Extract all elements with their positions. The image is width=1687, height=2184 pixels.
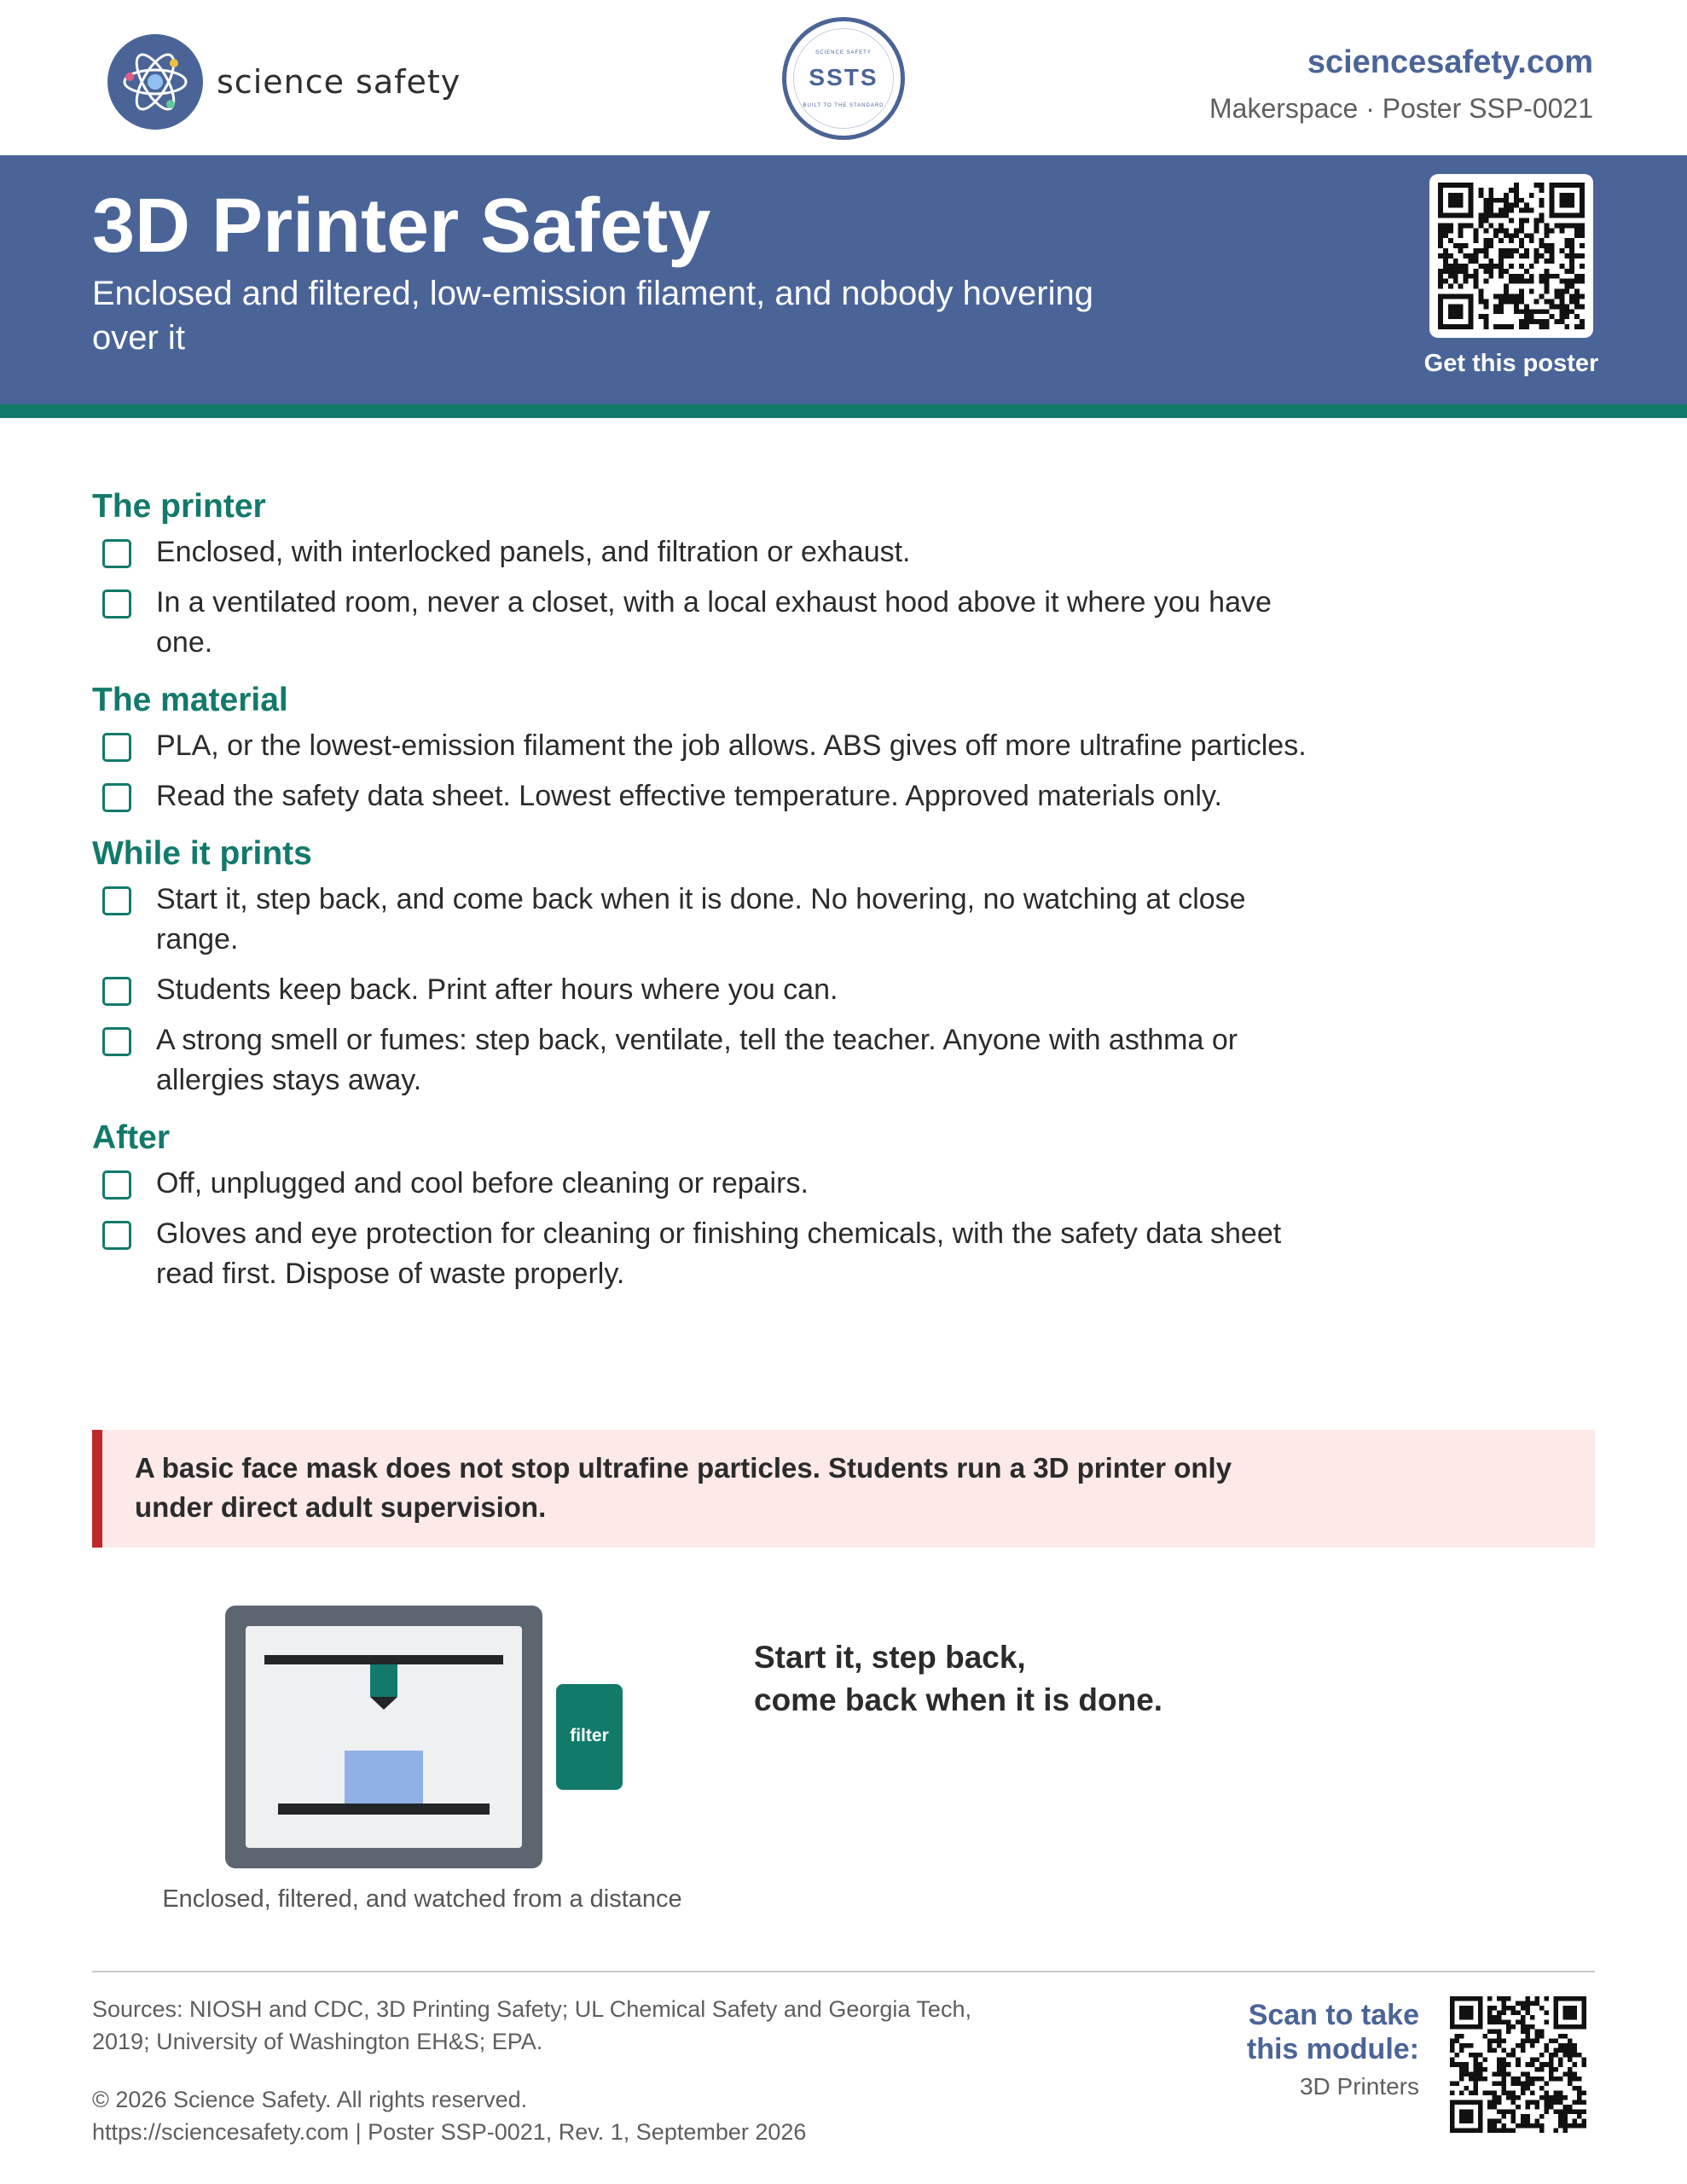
checkbox-icon[interactable] <box>102 783 131 812</box>
list-item <box>92 1214 1329 1294</box>
page-title: 3D Printer Safety <box>92 183 711 269</box>
section-heading: After <box>92 1119 171 1156</box>
section-while-printing <box>92 830 1329 1101</box>
list-item <box>92 1164 1329 1204</box>
sources-text: Sources: NIOSH and CDC, 3D Printing Safety; UL Chemical Safety and Georgia Tech, 2019; University of Washington EH&S; EPA. <box>92 1996 971 2054</box>
copyright-block <box>92 2083 806 2148</box>
checkbox-icon[interactable] <box>102 1221 131 1250</box>
list-item <box>92 776 1329 816</box>
poster-id: Makerspace · Poster SSP-0021 <box>1209 93 1593 124</box>
checkbox-icon[interactable] <box>102 590 131 619</box>
atom-logo-icon <box>107 34 203 130</box>
warning-callout <box>92 1430 1595 1548</box>
section-heading: The printer <box>92 488 266 525</box>
checkbox-icon[interactable] <box>102 1027 131 1056</box>
section-material <box>92 677 1329 816</box>
list-item <box>92 1020 1329 1101</box>
checklist <box>92 483 1329 1294</box>
top-bar <box>0 0 1687 155</box>
item-text: Gloves and eye protection for cleaning or finishing chemicals, with the safety data sheet read first. Dispose of waste properly. <box>156 1217 1282 1290</box>
page-subtitle: Enclosed and filtered, low-emission filament, and nobody hovering over it <box>92 275 1094 357</box>
site-info <box>1209 44 1593 125</box>
item-text: Students keep back. Print after hours where you can. <box>156 973 838 1006</box>
revision-text[interactable]: https://sciencesafety.com | Poster SSP-0021, Rev. 1, September 2026 <box>92 2119 807 2145</box>
item-text: In a ventilated room, never a closet, with a local exhaust hood above it where you have one. <box>156 586 1272 659</box>
section-heading: The material <box>92 682 288 718</box>
qr-code-icon[interactable] <box>1429 174 1593 338</box>
printer-illustration <box>223 1604 633 1870</box>
list-item <box>92 726 1329 766</box>
item-text: PLA, or the lowest-emission filament the job allows. ABS gives off more ultrafine particles. <box>156 729 1307 762</box>
illustration-caption: Enclosed, filtered, and watched from a distance <box>162 1885 682 1913</box>
checkbox-icon[interactable] <box>102 539 131 568</box>
tagline-line-1: Start it, step back, <box>754 1640 1026 1675</box>
tagline <box>754 1636 1162 1722</box>
filter-label: filter <box>570 1726 609 1745</box>
section-printer <box>92 483 1329 663</box>
item-text: Start it, step back, and come back when it is done. No hovering, no watching at close range. <box>156 883 1246 956</box>
scan-module <box>1223 1998 1419 2100</box>
seal-bottom-text: BUILT TO THE STANDARD <box>803 103 884 108</box>
hero-accent-strip <box>0 404 1687 418</box>
brand-logo[interactable] <box>107 34 461 130</box>
item-text: Enclosed, with interlocked panels, and filtration or exhaust. <box>156 536 911 568</box>
item-text: Off, unplugged and cool before cleaning or repairs. <box>156 1167 809 1199</box>
checkbox-icon[interactable] <box>102 886 131 915</box>
checkbox-icon[interactable] <box>102 733 131 762</box>
list-item <box>92 532 1329 572</box>
warning-text: A basic face mask does not stop ultrafine particles. Students run a 3D printer only under direct adult supervision. <box>135 1452 1232 1523</box>
brand-name: science safety <box>217 63 461 101</box>
checkbox-icon[interactable] <box>102 1170 131 1199</box>
section-after <box>92 1114 1329 1294</box>
section-heading: While it prints <box>92 835 312 872</box>
scan-title: Scan to take this module: <box>1246 1999 1419 2065</box>
ssts-seal <box>782 17 905 140</box>
list-item <box>92 970 1329 1010</box>
item-text: A strong smell or fumes: step back, ventilate, tell the teacher. Anyone with asthma or allergies stays away. <box>156 1024 1238 1096</box>
seal-top-text: SCIENCE SAFETY <box>815 50 872 55</box>
list-item <box>92 583 1329 663</box>
seal-main-text: SSTS <box>809 64 878 90</box>
copyright-text: © 2026 Science Safety. All rights reserved. <box>92 2087 528 2112</box>
qr-code-icon[interactable] <box>1450 1996 1586 2133</box>
item-text: Read the safety data sheet. Lowest effective temperature. Approved materials only. <box>156 780 1222 812</box>
site-url-link[interactable]: sciencesafety.com <box>1307 44 1593 80</box>
checkbox-icon[interactable] <box>102 977 131 1006</box>
hero-banner <box>0 155 1687 404</box>
scan-module-name: 3D Printers <box>1299 2073 1419 2100</box>
tagline-line-2: come back when it is done. <box>754 1682 1163 1717</box>
list-item <box>92 880 1329 960</box>
qr-label: Get this poster <box>1423 350 1599 377</box>
footer-divider <box>92 1971 1595 1972</box>
